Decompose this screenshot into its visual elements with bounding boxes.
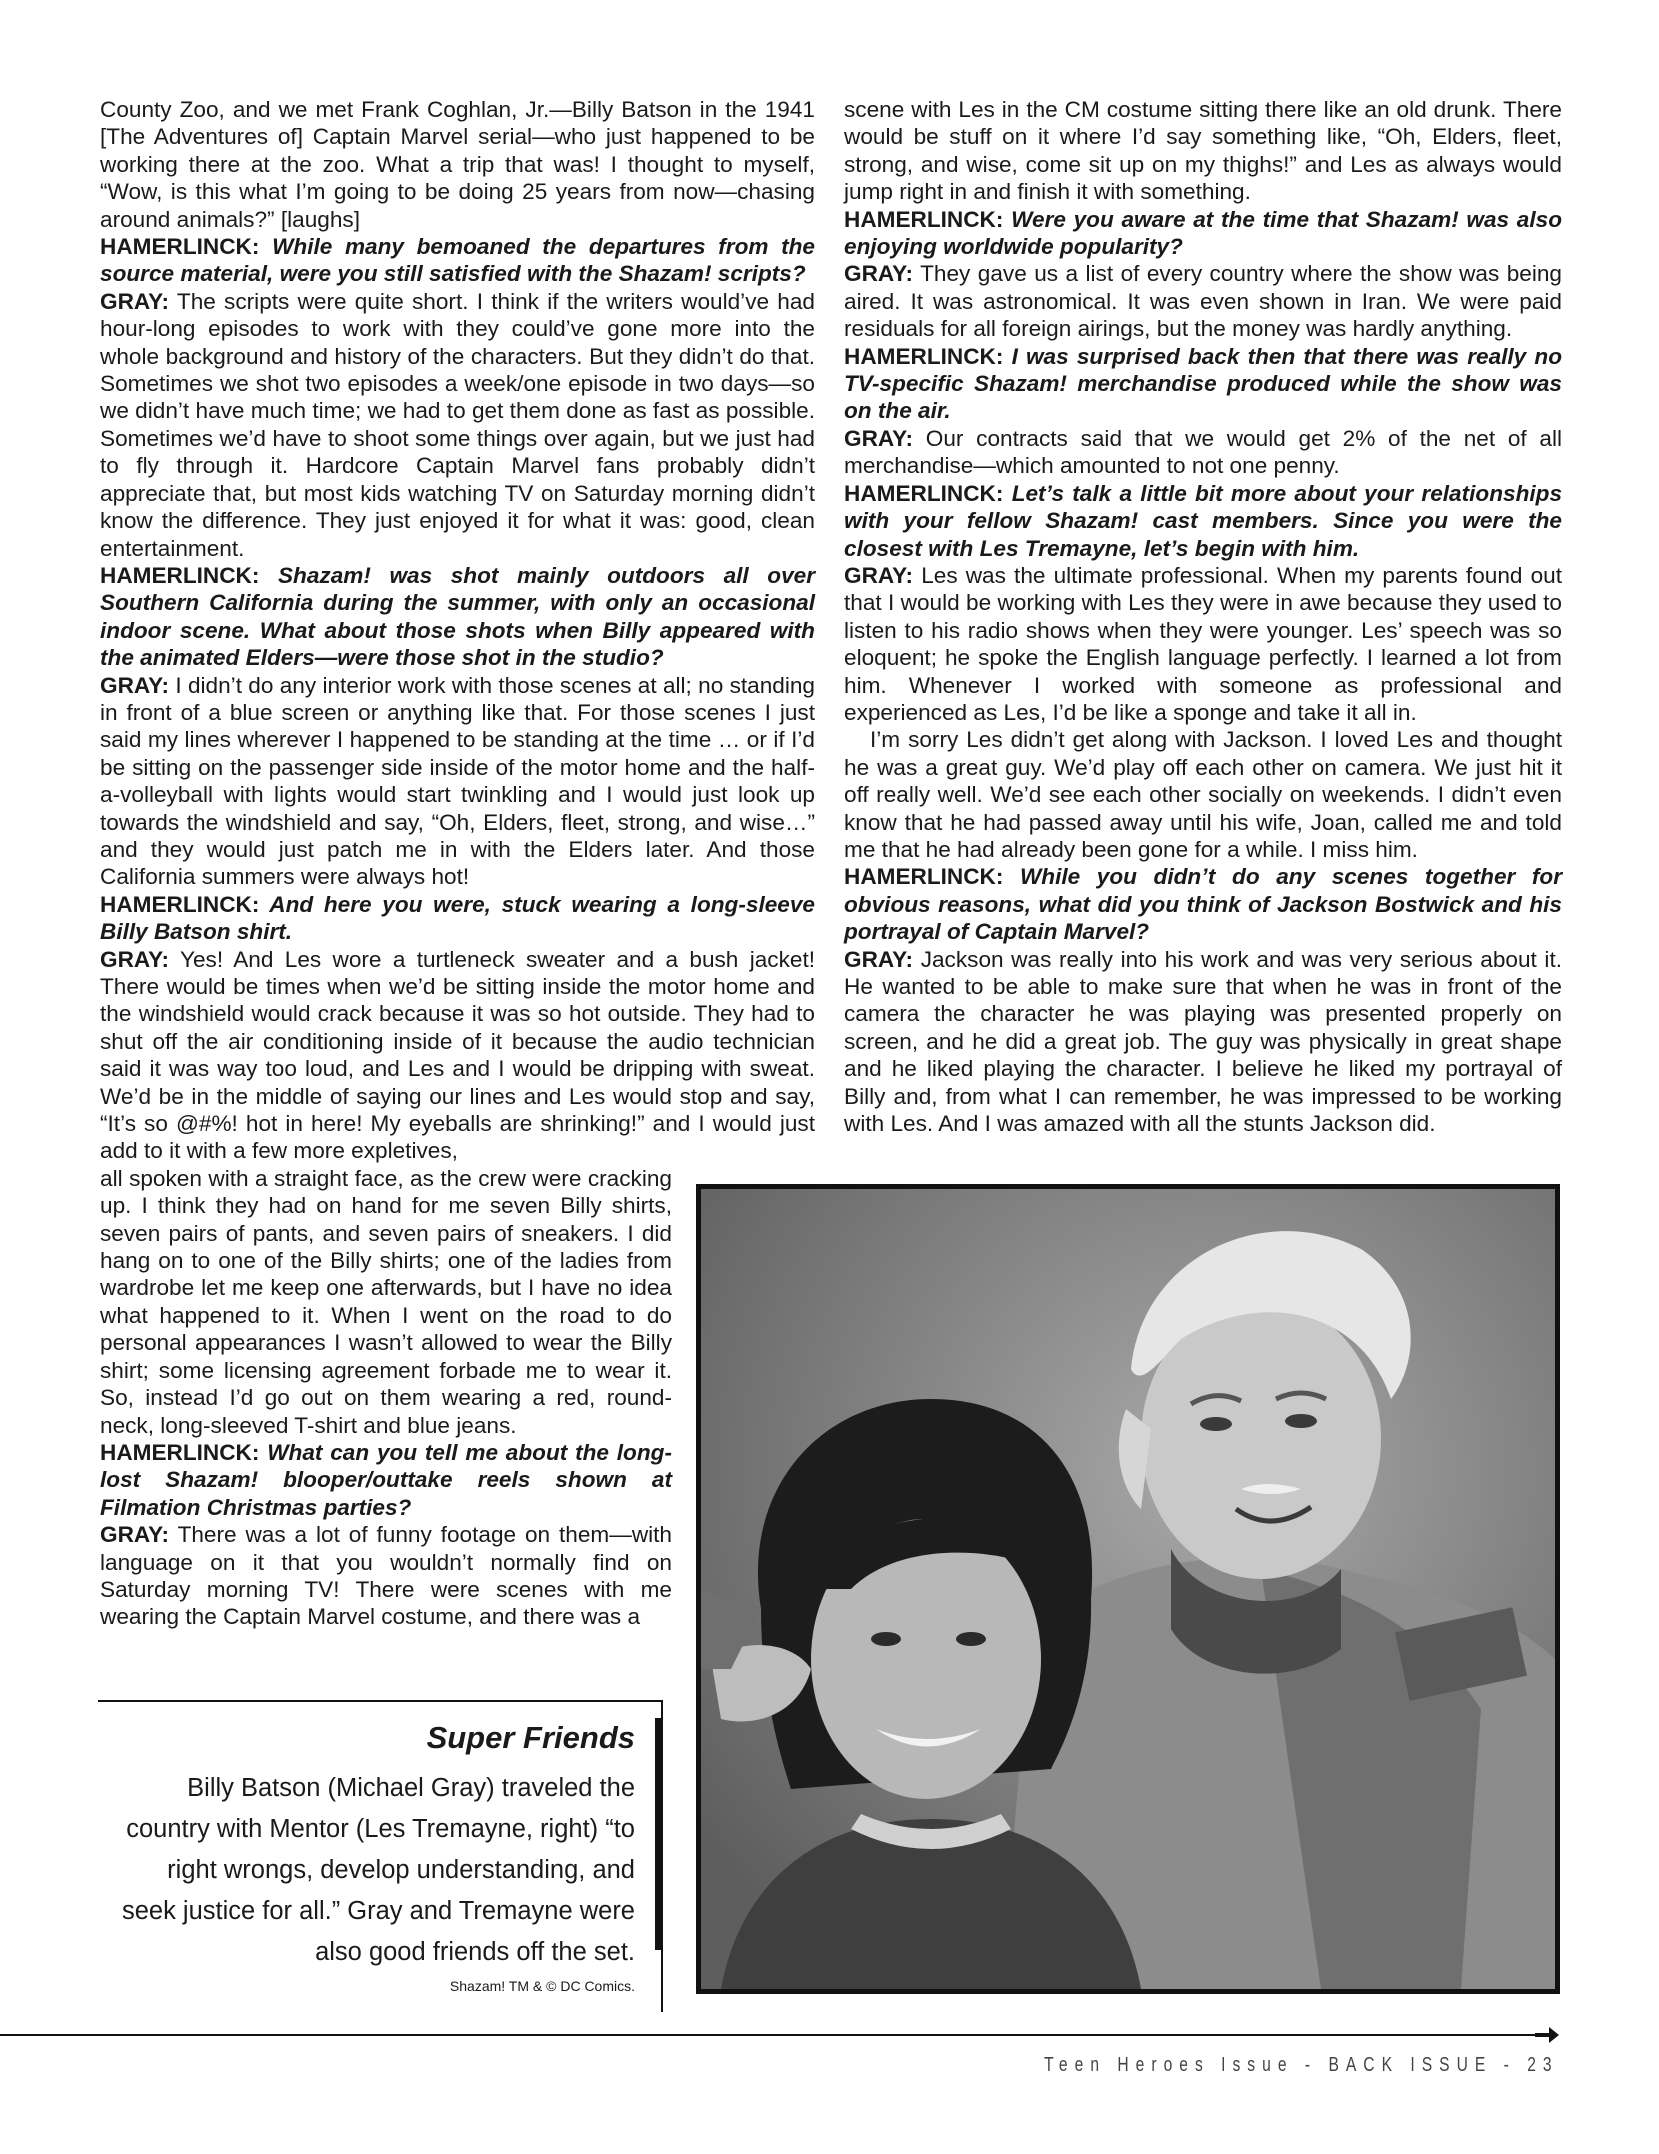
caption-box [98,1700,663,2012]
speaker-label: HAMERLINCK: [844,206,1004,232]
speaker-label: GRAY: [100,946,170,972]
answer-paragraph [844,562,1562,726]
answer-text: Yes! And Les wore a turtleneck sweater and a bush jacket! There would be times when we’d be sitting inside the motor home and the windshield would crack because it was so hot outside. They had to shut off the air conditioning inside of it because the audio technician said it was way too loud, and Les and I would be dripping with sweat. We’d be in the middle of saying our lines and Les would stop and say, “It’s so @#%! hot in here! My eyeballs are shrinking!” and I would just add to it with a few more expletives, [100,946,816,1164]
arrow-icon [1535,2025,1559,2045]
answer-paragraph [100,672,815,891]
narrow-column-section [100,1165,672,1631]
answer-text: Les was the ultimate professional. When my parents found out that I would be working with Les they were in awe because they used to listen to his radio shows when they were younger. Les’ speech was so eloquent; he spoke the English language perfectly. I learned a lot from him. Whenever I worked with someone as professional and experienced as Les, I’d be like a sponge and take it all in. [844,562,1562,725]
page-footer: Teen Heroes Issue - BACK ISSUE - 23 [1044,2054,1559,2076]
body-paragraph: I’m sorry Les didn’t get along with Jackson. I loved Les and thought he was a great guy. We’d play off each other on camera. We just hit it off really well. We’d see each other socially on weekends. I didn’t even know that he had passed away until his wife, Joan, called me and told me that he had already been gone for a while. I miss him. [844,727,1562,862]
question-paragraph [100,891,815,946]
body-paragraph: County Zoo, and we met Frank Coghlan, Jr.—Billy Batson in the 1941 [The Adventures of] Captain Marvel serial—who just happened to be working there at the zoo. What a trip that was! I thought to myself, “Wow, is this what I’m going to be doing 25 years from now—chasing around animals?” [laughs] [100,97,815,232]
question-paragraph [100,233,815,288]
caption-credit: Shazam! TM & © DC Comics. [449,1978,635,1994]
speaker-label: GRAY: [844,946,914,972]
question-paragraph [100,562,815,672]
speaker-label: GRAY: [100,672,170,698]
answer-text: They gave us a list of every country where the show was being aired. It was astronomical. It was even shown in Iran. We were paid residuals for all foreign airings, but the money was hardly anything. [844,261,1562,342]
answer-text: Our contracts said that we would get 2% of the net of all merchandise—which amounted to not one penny. [844,425,1562,479]
answer-paragraph [100,1521,672,1631]
speaker-label: GRAY: [844,562,914,588]
answer-continued: all spoken with a straight face, as the crew were cracking up. I think they had on hand for me seven Billy shirts, seven pairs of pants, and seven pairs of sneakers. I did hang on to one of the Billy shirts; one of the ladies from wardrobe let me keep one afterwards, but I have no idea what happened to it. When I went on the road to do personal appearances I wasn’t allowed to wear the Billy shirt; some licensing agreement forbade me to wear it. So, instead I’d go out on them wearing a red, round-neck, long-sleeved T-shirt and blue jeans. [100,1165,672,1438]
question-text: And here you were, stuck wearing a long-sleeve Billy Batson shirt. [100,891,815,945]
speaker-label: HAMERLINCK: [100,1439,260,1465]
answer-paragraph [844,260,1562,342]
caption-text: Billy Batson (Michael Gray) traveled the country with Mentor (Les Tremayne, right) “to right wrongs, develop understanding, and seek justice for all.” Gray and Tremayne were also good friends off the set. [121,1774,635,1966]
answer-paragraph [844,946,1562,1138]
speaker-label: HAMERLINCK: [100,562,260,588]
question-text: While you didn’t do any scenes together for obvious reasons, what did you think of Jackson Bostwick and his portrayal of Captain Marvel? [844,864,1562,945]
question-paragraph [844,863,1562,945]
speaker-label: HAMERLINCK: [100,234,260,260]
answer-paragraph [100,288,815,562]
question-text: Let’s talk a little bit more about your relationships with your fellow Shazam! cast members. Since you were the closest with Les Tremayne, let’s begin with him. [844,480,1563,561]
question-text: While many bemoaned the departures from the source material, were you still satisfied with the Shazam! scripts? [100,234,815,287]
speaker-label: GRAY: [844,261,914,287]
question-text: Were you aware at the time that Shazam! was also enjoying worldwide popularity? [844,206,1562,260]
footer-rule [0,2034,1540,2036]
answer-text: The scripts were quite short. I think if the writers would’ve had hour-long episodes to work with they could’ve gone more into the whole background and history of the characters. But they didn’t do that. Sometimes we shot two episodes a week/one episode in two days—so we didn’t have much time; we had to get them done as fast as possible. Sometimes we’d have to shoot some things over again, but we just had to fly through it. Hardcore Captain Marvel fans probably didn’t appreciate that, but most kids watching TV on Saturday morning didn’t know the difference. They just enjoyed it for what it was: good, clean entertainment. [100,288,815,561]
question-paragraph [844,343,1562,425]
speaker-label: GRAY: [100,1522,170,1548]
answer-text: There was a lot of funny footage on them—with language on it that you wouldn’t normally find on Saturday morning TV! There were scenes with me wearing the Captain Marvel costume, and there was a [100,1522,672,1630]
speaker-label: HAMERLINCK: [844,343,1004,369]
body-paragraph: scene with Les in the CM costume sitting there like an old drunk. There would be stuff on it where I’d say something like, “Oh, Elders, fleet, strong, and wise, come sit up on my thighs!” and Les as always would jump right in and finish it with something. [844,97,1562,205]
question-text: I was surprised back then that there was really no TV-specific Shazam! merchandise produced while the show was on the air. [844,343,1562,424]
question-paragraph [100,1439,672,1521]
cast-photo [696,1184,1560,1994]
answer-paragraph [100,946,815,1165]
right-column [844,96,1562,1137]
speaker-label: GRAY: [844,425,914,451]
photo-illustration [701,1189,1555,1989]
answer-text: Jackson was really into his work and was very serious about it. He wanted to be able to make sure that when he was in front of the camera the character he was playing was presented properly on screen, and he did a great job. The guy was physically in great shape and he liked playing the character. I believe he liked my portrayal of Billy and, from what I can remember, he was impressed to be working with Les. And I was amazed with all the stunts Jackson did. [844,946,1563,1137]
speaker-label: GRAY: [100,288,170,314]
speaker-label: HAMERLINCK: [844,864,1004,890]
caption-accent-bar [655,1718,663,1950]
caption-title: Super Friends [426,1720,635,1755]
question-text: What can you tell me about the long-lost Shazam! blooper/outtake reels shown at Filmation Christmas parties? [100,1439,672,1520]
answer-paragraph [844,425,1562,480]
speaker-label: HAMERLINCK: [100,891,260,917]
question-text: Shazam! was shot mainly outdoors all over Southern California during the summer, with only an occasional indoor scene. What about those shots when Billy appeared with the animated Elders—were those shot in the studio? [100,562,815,671]
question-paragraph [844,206,1562,261]
speaker-label: HAMERLINCK: [844,480,1004,506]
question-paragraph [844,480,1562,562]
answer-text: I didn’t do any interior work with those scenes at all; no standing in front of a blue screen or anything like that. For those scenes I just said my lines wherever I happened to be standing at the time … or if I’d be sitting on the passenger side inside of the motor home and the half-a-volleyball with lights would start twinkling and I would just look up towards the windshield and say, “Oh, Elders, fleet, strong, and wise…” and they would just patch me in with the Elders later. And those California summers were always hot! [100,672,815,890]
